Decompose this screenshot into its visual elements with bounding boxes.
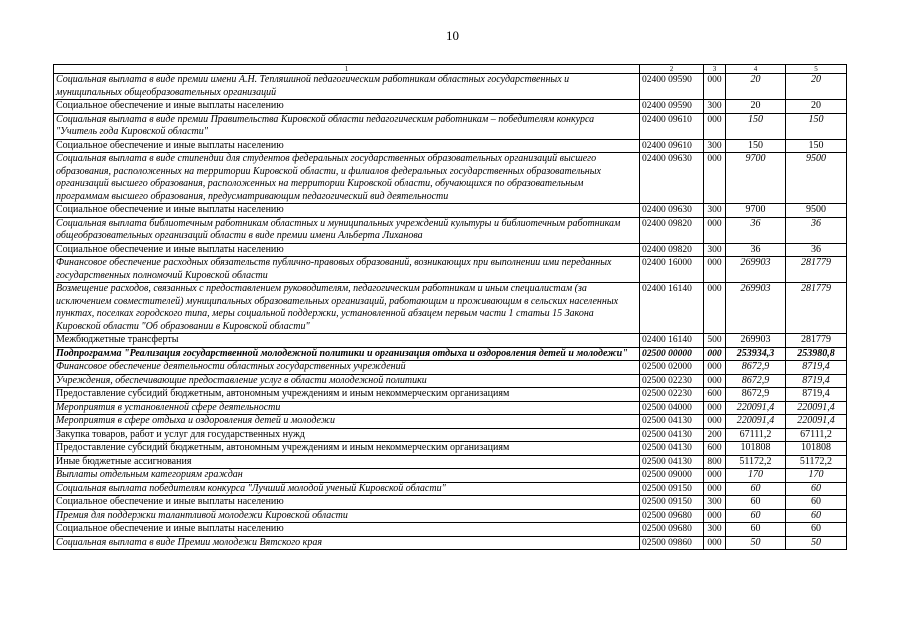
cell-amount-year-1: 269903 (726, 257, 786, 283)
cell-target-article: 02500 09150 (640, 482, 704, 496)
cell-target-article: 02500 04130 (640, 442, 704, 456)
cell-target-article: 02400 09820 (640, 243, 704, 257)
cell-amount-year-1: 150 (726, 139, 786, 153)
cell-amount-year-2: 8719,4 (786, 361, 847, 375)
table-row (54, 415, 847, 429)
cell-target-article: 02500 02230 (640, 374, 704, 388)
cell-amount-year-2: 8719,4 (786, 388, 847, 402)
table-row (54, 374, 847, 388)
cell-name: Социальная выплата в виде Премии молодежи Вятского края (54, 536, 640, 550)
cell-amount-year-2: 20 (786, 100, 847, 114)
cell-amount-year-2: 20 (786, 74, 847, 100)
cell-amount-year-2: 50 (786, 536, 847, 550)
cell-expense-type: 300 (704, 100, 726, 114)
cell-amount-year-2: 281779 (786, 257, 847, 283)
cell-expense-type: 000 (704, 257, 726, 283)
table-row (54, 113, 847, 139)
page-number: 10 (446, 28, 459, 43)
cell-amount-year-1: 150 (726, 113, 786, 139)
table-row (54, 401, 847, 415)
cell-target-article: 02400 09610 (640, 113, 704, 139)
cell-name: Социальная выплата в виде премии имени А.Н. Тепляшиной педагогическим работникам областных государственных и муниципальных общеобразовательных организаций (54, 74, 640, 100)
cell-amount-year-2: 60 (786, 523, 847, 537)
cell-amount-year-2: 8719,4 (786, 374, 847, 388)
cell-target-article: 02500 09680 (640, 509, 704, 523)
cell-expense-type: 000 (704, 469, 726, 483)
cell-target-article: 02500 00000 (640, 347, 704, 361)
cell-name: Учреждения, обеспечивающие предоставление услуг в области молодежной политики (54, 374, 640, 388)
header-col-4: 4 (726, 65, 786, 74)
table-row (54, 100, 847, 114)
cell-name: Межбюджетные трансферты (54, 334, 640, 348)
cell-name: Иные бюджетные ассигнования (54, 455, 640, 469)
cell-amount-year-1: 8672,9 (726, 361, 786, 375)
cell-name: Социальное обеспечение и иные выплаты населению (54, 496, 640, 510)
cell-name: Возмещение расходов, связанных с предоставлением руководителям, педагогическим работникам и иным специалистам (за исключением совместителей) муниципальных образовательных организаций, работающим и проживающим в сельских населенных пунктах, поселках городского типа, меры социальной поддержки, установленной абзацем первым части 1 статьи 15 Закона Кировской области "Об образовании в Кировской области" (54, 283, 640, 334)
cell-name: Социальная выплата в виде стипендии для студентов федеральных государственных образовательных организаций высшего образования, расположенных на территории Кировской области, и филиалов федеральных государственных образовательных организаций высшего образования, расположенных на территории Кировской области, обучающихся по образовательным программам высшего образования, предусматривающим педагогический вид деятельности (54, 153, 640, 204)
cell-expense-type: 800 (704, 455, 726, 469)
table-row (54, 347, 847, 361)
cell-amount-year-1: 8672,9 (726, 388, 786, 402)
cell-amount-year-2: 220091,4 (786, 415, 847, 429)
cell-amount-year-2: 253980,8 (786, 347, 847, 361)
cell-expense-type: 300 (704, 496, 726, 510)
cell-amount-year-2: 281779 (786, 334, 847, 348)
cell-target-article: 02500 04000 (640, 401, 704, 415)
header-col-3: 3 (704, 65, 726, 74)
cell-target-article: 02500 02000 (640, 361, 704, 375)
cell-expense-type: 600 (704, 388, 726, 402)
cell-expense-type: 300 (704, 523, 726, 537)
cell-amount-year-2: 60 (786, 509, 847, 523)
cell-amount-year-1: 170 (726, 469, 786, 483)
cell-amount-year-2: 9500 (786, 153, 847, 204)
cell-amount-year-1: 60 (726, 509, 786, 523)
cell-amount-year-2: 51172,2 (786, 455, 847, 469)
cell-name: Выплаты отдельным категориям граждан (54, 469, 640, 483)
cell-target-article: 02500 09000 (640, 469, 704, 483)
cell-target-article: 02500 04130 (640, 455, 704, 469)
cell-name: Социальное обеспечение и иные выплаты населению (54, 204, 640, 218)
header-col-2: 2 (640, 65, 704, 74)
cell-amount-year-2: 281779 (786, 283, 847, 334)
cell-amount-year-1: 20 (726, 100, 786, 114)
cell-target-article: 02500 04130 (640, 428, 704, 442)
table-row (54, 388, 847, 402)
cell-name: Социальная выплата победителям конкурса "Лучший молодой ученый Кировской области" (54, 482, 640, 496)
cell-name: Социальная выплата в виде премии Правительства Кировской области педагогическим работникам – победителям конкурса "Учитель года Кировской области" (54, 113, 640, 139)
table-header-row (54, 65, 847, 74)
table-row (54, 469, 847, 483)
cell-target-article: 02400 09610 (640, 139, 704, 153)
cell-expense-type: 000 (704, 374, 726, 388)
cell-amount-year-2: 220091,4 (786, 401, 847, 415)
cell-name: Подпрограмма "Реализация государственной молодежной политики и организация отдыха и оздоровления детей и молодежи" (54, 347, 640, 361)
table-row (54, 139, 847, 153)
table-row (54, 442, 847, 456)
cell-expense-type: 000 (704, 283, 726, 334)
cell-amount-year-1: 50 (726, 536, 786, 550)
cell-name: Финансовое обеспечение деятельности областных государственных учреждений (54, 361, 640, 375)
cell-amount-year-2: 101808 (786, 442, 847, 456)
cell-expense-type: 000 (704, 536, 726, 550)
cell-amount-year-2: 60 (786, 496, 847, 510)
cell-name: Финансовое обеспечение расходных обязательств публично-правовых образований, возникающих при выполнении ими переданных государственных полномочий Кировской области (54, 257, 640, 283)
cell-target-article: 02400 09590 (640, 100, 704, 114)
cell-target-article: 02400 09630 (640, 204, 704, 218)
cell-amount-year-1: 51172,2 (726, 455, 786, 469)
cell-expense-type: 000 (704, 509, 726, 523)
cell-amount-year-1: 253934,3 (726, 347, 786, 361)
cell-expense-type: 000 (704, 401, 726, 415)
table-row (54, 334, 847, 348)
cell-amount-year-2: 67111,2 (786, 428, 847, 442)
cell-name: Мероприятия в установленной сфере деятельности (54, 401, 640, 415)
table-row (54, 74, 847, 100)
cell-expense-type: 000 (704, 415, 726, 429)
cell-amount-year-1: 60 (726, 523, 786, 537)
table-row (54, 257, 847, 283)
cell-amount-year-2: 170 (786, 469, 847, 483)
table-row (54, 361, 847, 375)
cell-amount-year-1: 220091,4 (726, 415, 786, 429)
cell-expense-type: 000 (704, 482, 726, 496)
cell-amount-year-2: 36 (786, 217, 847, 243)
cell-amount-year-1: 67111,2 (726, 428, 786, 442)
cell-amount-year-1: 8672,9 (726, 374, 786, 388)
cell-target-article: 02500 09860 (640, 536, 704, 550)
cell-amount-year-1: 36 (726, 243, 786, 257)
cell-target-article: 02400 16000 (640, 257, 704, 283)
cell-amount-year-1: 269903 (726, 334, 786, 348)
cell-amount-year-1: 60 (726, 496, 786, 510)
table-row (54, 153, 847, 204)
cell-target-article: 02400 16140 (640, 334, 704, 348)
budget-table-body (54, 65, 847, 550)
cell-expense-type: 300 (704, 204, 726, 218)
table-row (54, 523, 847, 537)
cell-name: Социальная выплата библиотечным работникам областных и муниципальных учреждений культуры и библиотечным работникам общеобразовательных организаций области в виде премии имени Альберта Лиханова (54, 217, 640, 243)
cell-expense-type: 600 (704, 442, 726, 456)
table-row (54, 496, 847, 510)
cell-target-article: 02500 04130 (640, 415, 704, 429)
cell-expense-type: 300 (704, 139, 726, 153)
cell-expense-type: 300 (704, 243, 726, 257)
cell-amount-year-1: 101808 (726, 442, 786, 456)
cell-name: Премия для поддержки талантливой молодежи Кировской области (54, 509, 640, 523)
cell-name: Предоставление субсидий бюджетным, автономным учреждениям и иным некоммерческим организациям (54, 388, 640, 402)
cell-name: Закупка товаров, работ и услуг для государственных нужд (54, 428, 640, 442)
budget-table (53, 64, 847, 550)
cell-expense-type: 000 (704, 347, 726, 361)
table-row (54, 482, 847, 496)
table-row (54, 217, 847, 243)
cell-amount-year-1: 60 (726, 482, 786, 496)
cell-target-article: 02400 09820 (640, 217, 704, 243)
cell-expense-type: 500 (704, 334, 726, 348)
cell-expense-type: 000 (704, 153, 726, 204)
cell-name: Мероприятия в сфере отдыха и оздоровления детей и молодежи (54, 415, 640, 429)
cell-amount-year-1: 220091,4 (726, 401, 786, 415)
table-row (54, 243, 847, 257)
cell-name: Предоставление субсидий бюджетным, автономным учреждениям и иным некоммерческим организациям (54, 442, 640, 456)
header-col-1: 1 (54, 65, 640, 74)
cell-amount-year-2: 150 (786, 113, 847, 139)
table-row (54, 428, 847, 442)
cell-expense-type: 000 (704, 361, 726, 375)
table-row (54, 455, 847, 469)
cell-target-article: 02400 16140 (640, 283, 704, 334)
cell-amount-year-2: 60 (786, 482, 847, 496)
cell-expense-type: 000 (704, 74, 726, 100)
cell-amount-year-1: 9700 (726, 153, 786, 204)
cell-amount-year-2: 150 (786, 139, 847, 153)
table-row (54, 283, 847, 334)
cell-name: Социальное обеспечение и иные выплаты населению (54, 100, 640, 114)
table-row (54, 536, 847, 550)
cell-target-article: 02400 09590 (640, 74, 704, 100)
cell-expense-type: 000 (704, 217, 726, 243)
cell-name: Социальное обеспечение и иные выплаты населению (54, 243, 640, 257)
cell-target-article: 02500 09680 (640, 523, 704, 537)
cell-target-article: 02500 02230 (640, 388, 704, 402)
cell-amount-year-1: 269903 (726, 283, 786, 334)
cell-amount-year-1: 20 (726, 74, 786, 100)
cell-name: Социальное обеспечение и иные выплаты населению (54, 139, 640, 153)
header-col-5: 5 (786, 65, 847, 74)
cell-target-article: 02400 09630 (640, 153, 704, 204)
cell-expense-type: 000 (704, 113, 726, 139)
cell-amount-year-1: 36 (726, 217, 786, 243)
cell-amount-year-1: 9700 (726, 204, 786, 218)
cell-expense-type: 200 (704, 428, 726, 442)
cell-amount-year-2: 36 (786, 243, 847, 257)
cell-amount-year-2: 9500 (786, 204, 847, 218)
cell-target-article: 02500 09150 (640, 496, 704, 510)
table-row (54, 204, 847, 218)
cell-name: Социальное обеспечение и иные выплаты населению (54, 523, 640, 537)
table-row (54, 509, 847, 523)
